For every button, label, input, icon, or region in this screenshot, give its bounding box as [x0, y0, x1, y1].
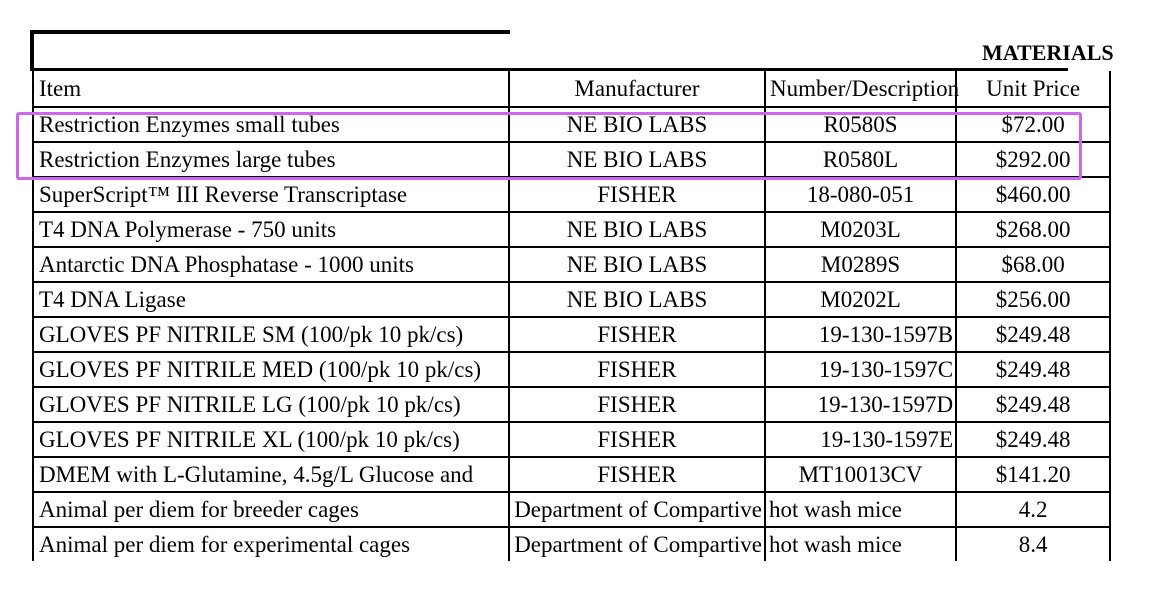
table-row	[33, 142, 1110, 177]
cell-unit-price[interactable]: $68.00	[956, 247, 1110, 282]
left-border	[30, 30, 34, 70]
cell-manufacturer[interactable]: FISHER	[509, 457, 765, 492]
cell-item[interactable]: GLOVES PF NITRILE XL (100/pk 10 pk/cs)	[33, 422, 509, 457]
top-border	[30, 30, 510, 34]
cell-manufacturer[interactable]: NE BIO LABS	[509, 247, 765, 282]
cell-unit-price[interactable]: $249.48	[956, 422, 1110, 457]
cell-number[interactable]: hot wash mice	[765, 492, 956, 527]
cell-unit-price[interactable]: 4.2	[956, 492, 1110, 527]
section-title: MATERIALS	[982, 40, 1114, 65]
cell-item[interactable]: GLOVES PF NITRILE SM (100/pk 10 pk/cs)	[33, 317, 509, 352]
cell-number[interactable]: M0203L	[765, 212, 956, 247]
cell-item[interactable]: T4 DNA Ligase	[33, 282, 509, 317]
cell-item[interactable]: GLOVES PF NITRILE LG (100/pk 10 pk/cs)	[33, 387, 509, 422]
cell-number[interactable]: R0580S	[765, 107, 956, 142]
table-row	[33, 527, 1110, 561]
column-header-manufacturer[interactable]: Manufacturer	[509, 71, 765, 107]
cell-manufacturer[interactable]: FISHER	[509, 177, 765, 212]
column-header-number[interactable]: Number/Description	[765, 71, 956, 107]
cell-unit-price[interactable]: $249.48	[956, 352, 1110, 387]
cell-number[interactable]: 18-080-051	[765, 177, 956, 212]
section-title-cell[interactable]	[940, 38, 1114, 68]
table-row	[33, 387, 1110, 422]
header-row	[33, 71, 1110, 107]
materials-table	[32, 71, 1111, 561]
cell-manufacturer[interactable]: NE BIO LABS	[509, 212, 765, 247]
table-row	[33, 492, 1110, 527]
cell-unit-price[interactable]: $72.00	[956, 107, 1110, 142]
column-header-unit-price[interactable]: Unit Price	[956, 71, 1110, 107]
cell-item[interactable]: Animal per diem for experimental cages	[33, 527, 509, 561]
cell-item[interactable]: Antarctic DNA Phosphatase - 1000 units	[33, 247, 509, 282]
cell-number[interactable]: hot wash mice	[765, 527, 956, 561]
cell-manufacturer[interactable]: FISHER	[509, 422, 765, 457]
cell-item[interactable]: Restriction Enzymes large tubes	[33, 142, 509, 177]
table-row	[33, 177, 1110, 212]
cell-manufacturer[interactable]: NE BIO LABS	[509, 107, 765, 142]
cell-number[interactable]: MT10013CV	[765, 457, 956, 492]
cell-number[interactable]: 19-130-1597B	[765, 317, 956, 352]
cell-unit-price[interactable]: $249.48	[956, 387, 1110, 422]
cell-manufacturer[interactable]: Department of Compartive	[509, 527, 765, 561]
cell-manufacturer[interactable]: FISHER	[509, 352, 765, 387]
cell-unit-price[interactable]: $141.20	[956, 457, 1110, 492]
cell-item[interactable]: GLOVES PF NITRILE MED (100/pk 10 pk/cs)	[33, 352, 509, 387]
cell-manufacturer[interactable]: FISHER	[509, 317, 765, 352]
cell-number[interactable]: 19-130-1597D	[765, 387, 956, 422]
cell-number[interactable]: 19-130-1597E	[765, 422, 956, 457]
cell-manufacturer[interactable]: NE BIO LABS	[509, 142, 765, 177]
cell-unit-price[interactable]: 8.4	[956, 527, 1110, 561]
cell-item[interactable]: Restriction Enzymes small tubes	[33, 107, 509, 142]
cell-item[interactable]: T4 DNA Polymerase - 750 units	[33, 212, 509, 247]
table-row	[33, 107, 1110, 142]
cell-manufacturer[interactable]: NE BIO LABS	[509, 282, 765, 317]
table-row	[33, 247, 1110, 282]
cell-number[interactable]: M0202L	[765, 282, 956, 317]
cell-unit-price[interactable]: $249.48	[956, 317, 1110, 352]
table-row	[33, 422, 1110, 457]
cell-unit-price[interactable]: $292.00	[956, 142, 1110, 177]
cell-number[interactable]: 19-130-1597C	[765, 352, 956, 387]
cell-unit-price[interactable]: $460.00	[956, 177, 1110, 212]
cell-unit-price[interactable]: $268.00	[956, 212, 1110, 247]
table-row	[33, 282, 1110, 317]
table-row	[33, 457, 1110, 492]
cell-item[interactable]: DMEM with L-Glutamine, 4.5g/L Glucose and	[33, 457, 509, 492]
cell-unit-price[interactable]: $256.00	[956, 282, 1110, 317]
cell-item[interactable]: SuperScript™ III Reverse Transcriptase	[33, 177, 509, 212]
table-row	[33, 212, 1110, 247]
column-header-item[interactable]: Item	[33, 71, 509, 107]
table-row	[33, 352, 1110, 387]
cell-number[interactable]: R0580L	[765, 142, 956, 177]
cell-manufacturer[interactable]: FISHER	[509, 387, 765, 422]
table-row	[33, 317, 1110, 352]
cell-manufacturer[interactable]: Department of Compartive	[509, 492, 765, 527]
cell-number[interactable]: M0289S	[765, 247, 956, 282]
cell-item[interactable]: Animal per diem for breeder cages	[33, 492, 509, 527]
